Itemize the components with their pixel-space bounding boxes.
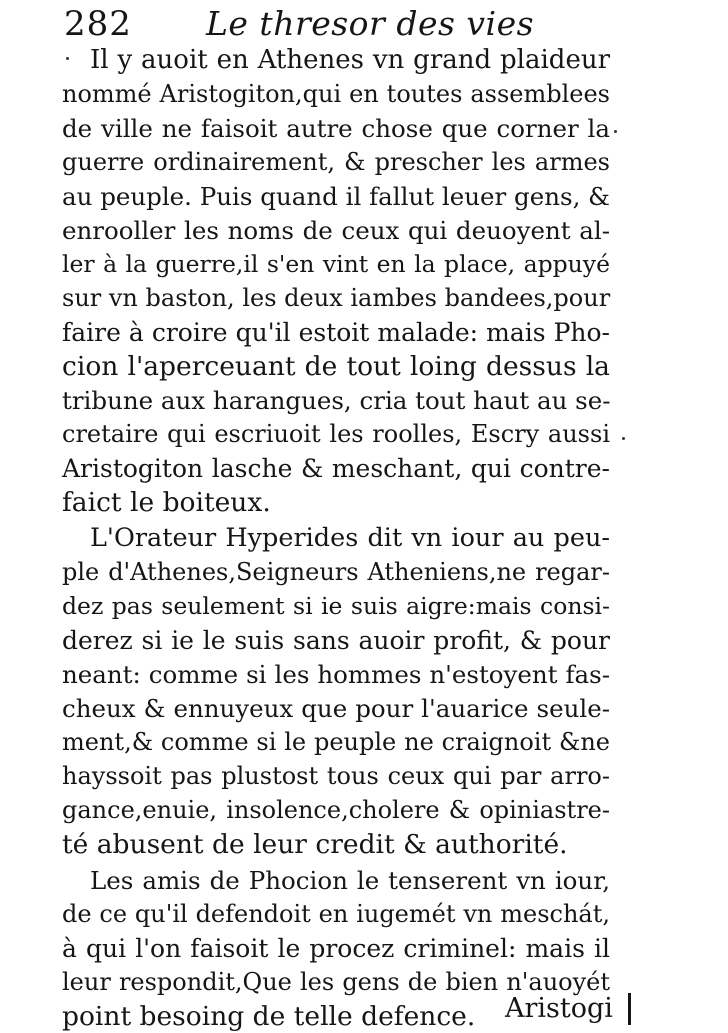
catchword: Aristogi (505, 993, 613, 1024)
text-line: ler à la guerre,il s'en vint en la place, appuyé (62, 250, 610, 278)
text-line: Les amis de Phocion le tenserent vn iour, (90, 866, 610, 895)
text-line: de ville ne faisoit autre chose que corner la (62, 114, 610, 143)
margin-rule (628, 993, 631, 1025)
text-line: ment,& comme si le peuple ne craignoit &ne (62, 728, 610, 756)
text-line: à qui l'on faisoit le procez criminel: mais il (62, 934, 610, 963)
text-line: L'Orateur Hyperides dit vn iour au peu- (90, 523, 610, 553)
text-line: dez pas seulement si ie suis aigre:mais consi- (62, 592, 610, 620)
page-number: 282 (64, 4, 132, 44)
text-line: té abusent de leur credit & authorité. (62, 829, 568, 860)
text-line: cheux & ennuyeux que pour l'auarice seule- (62, 694, 610, 723)
ink-speck (66, 57, 69, 60)
text-line: sur vn baston, les deux iambes bandees,pour (62, 284, 611, 312)
ink-speck (622, 437, 625, 440)
text-line: enrooller les noms de ceux qui deuoyent al- (62, 216, 610, 245)
text-line: cretaire qui escriuoit les roolles, Escry aussi (62, 420, 610, 448)
text-line: au peuple. Puis quand il fallut leuer gens, & (62, 182, 610, 211)
text-line: hayssoit pas plustost tous ceux qui par arro- (62, 762, 610, 790)
text-line: Aristogiton lasche & meschant, qui contre- (62, 454, 610, 483)
text-line: guerre ordinairement, & prescher les armes (62, 148, 610, 176)
running-title: Le thresor des vies (206, 4, 535, 43)
text-line: tribune aux harangues, cria tout haut au se- (62, 386, 611, 415)
text-line: leur respondit,Que les gens de bien n'auoyét (62, 968, 610, 996)
text-line: neant: comme si les hommes n'estoyent fas- (62, 660, 610, 689)
text-line: de ce qu'il defendoit en iugemét vn meschát, (62, 900, 610, 928)
text-line: faire à croire qu'il estoit malade: mais Pho- (62, 318, 610, 347)
text-line: ple d'Athenes,Seigneurs Atheniens,ne regar- (62, 558, 610, 586)
text-line: nommé Aristogiton,qui en toutes assemblees (62, 80, 610, 108)
text-line: gance,enuie, insolence,cholere & opiniastre- (62, 796, 610, 824)
text-line: derez si ie le suis sans auoir profit, & pour (62, 626, 610, 655)
ink-speck (614, 130, 617, 133)
text-line: cion l'aperceuant de tout loing dessus la (62, 351, 610, 382)
text-line: point besoing de telle defence. (62, 1001, 476, 1032)
text-line: Il y auoit en Athenes vn grand plaideur (90, 45, 610, 75)
text-line: faict le boiteux. (62, 487, 271, 518)
